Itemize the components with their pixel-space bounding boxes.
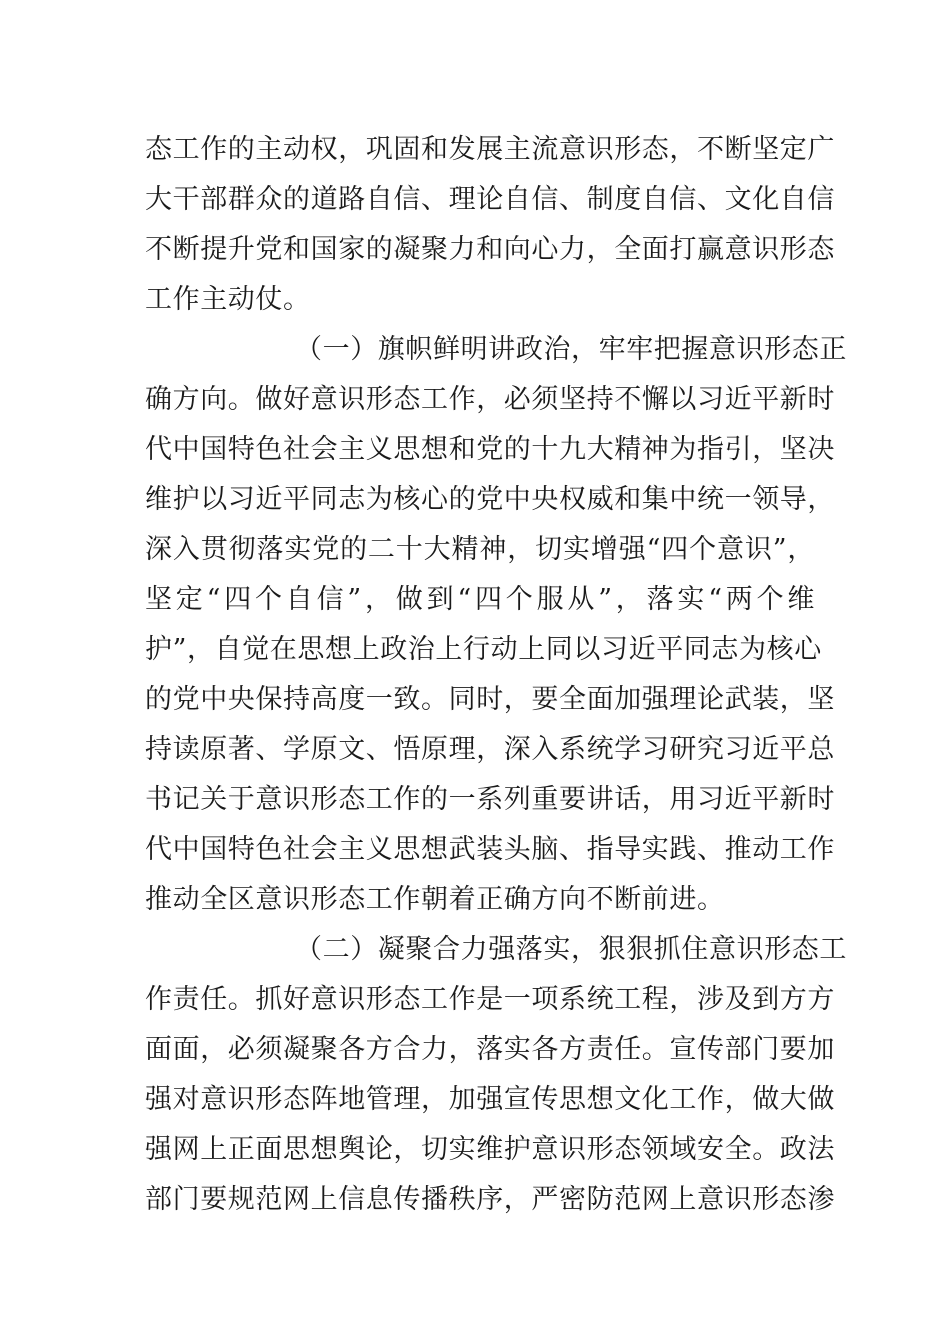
text-line: 坚定“四个自信”，做到“四个服从”，落实“两个维 <box>145 584 815 615</box>
text-line: 深入贯彻落实党的二十大精神，切实增强“四个意识”， <box>145 534 815 565</box>
section-heading-2: （二）凝聚合力强落实，狠狠抓住意识形态工 <box>295 934 847 965</box>
text-line: 持读原著、学原文、悟原理，深入系统学习研究习近平总 <box>145 734 835 765</box>
text-line: 护”，自觉在思想上政治上行动上同以习近平同志为核心 <box>145 634 822 665</box>
text-line: 确方向。做好意识形态工作，必须坚持不懈以习近平新时 <box>145 384 835 415</box>
text-line: 的党中央保持高度一致。同时，要全面加强理论武装，坚 <box>145 684 835 715</box>
text-line: 态工作的主动权，巩固和发展主流意识形态，不断坚定广 <box>145 134 835 165</box>
text-line: 大干部群众的道路自信、理论自信、制度自信、文化自信 <box>145 184 835 215</box>
text-line: 作责任。抓好意识形态工作是一项系统工程，涉及到方方 <box>145 984 835 1015</box>
text-line: 书记关于意识形态工作的一系列重要讲话，用习近平新时 <box>145 784 835 815</box>
text-line: 强网上正面思想舆论，切实维护意识形态领域安全。政法 <box>145 1134 835 1165</box>
text-line: 代中国特色社会主义思想武装头脑、指导实践、推动工作 <box>145 834 835 865</box>
text-line: 面面，必须凝聚各方合力，落实各方责任。宣传部门要加 <box>145 1034 835 1065</box>
text-line: 强对意识形态阵地管理，加强宣传思想文化工作，做大做 <box>145 1084 835 1115</box>
text-line: 代中国特色社会主义思想和党的十九大精神为指引，坚决 <box>145 434 835 465</box>
section-heading-1: （一）旗帜鲜明讲政治，牢牢把握意识形态正 <box>295 334 847 365</box>
text-line: 推动全区意识形态工作朝着正确方向不断前进。 <box>145 884 725 915</box>
text-line: 不断提升党和国家的凝聚力和向心力，全面打赢意识形态 <box>145 234 835 265</box>
text-line: 部门要规范网上信息传播秩序，严密防范网上意识形态渗 <box>145 1184 835 1215</box>
text-line: 工作主动仗。 <box>145 284 311 315</box>
text-line: 维护以习近平同志为核心的党中央权威和集中统一领导， <box>145 484 835 515</box>
